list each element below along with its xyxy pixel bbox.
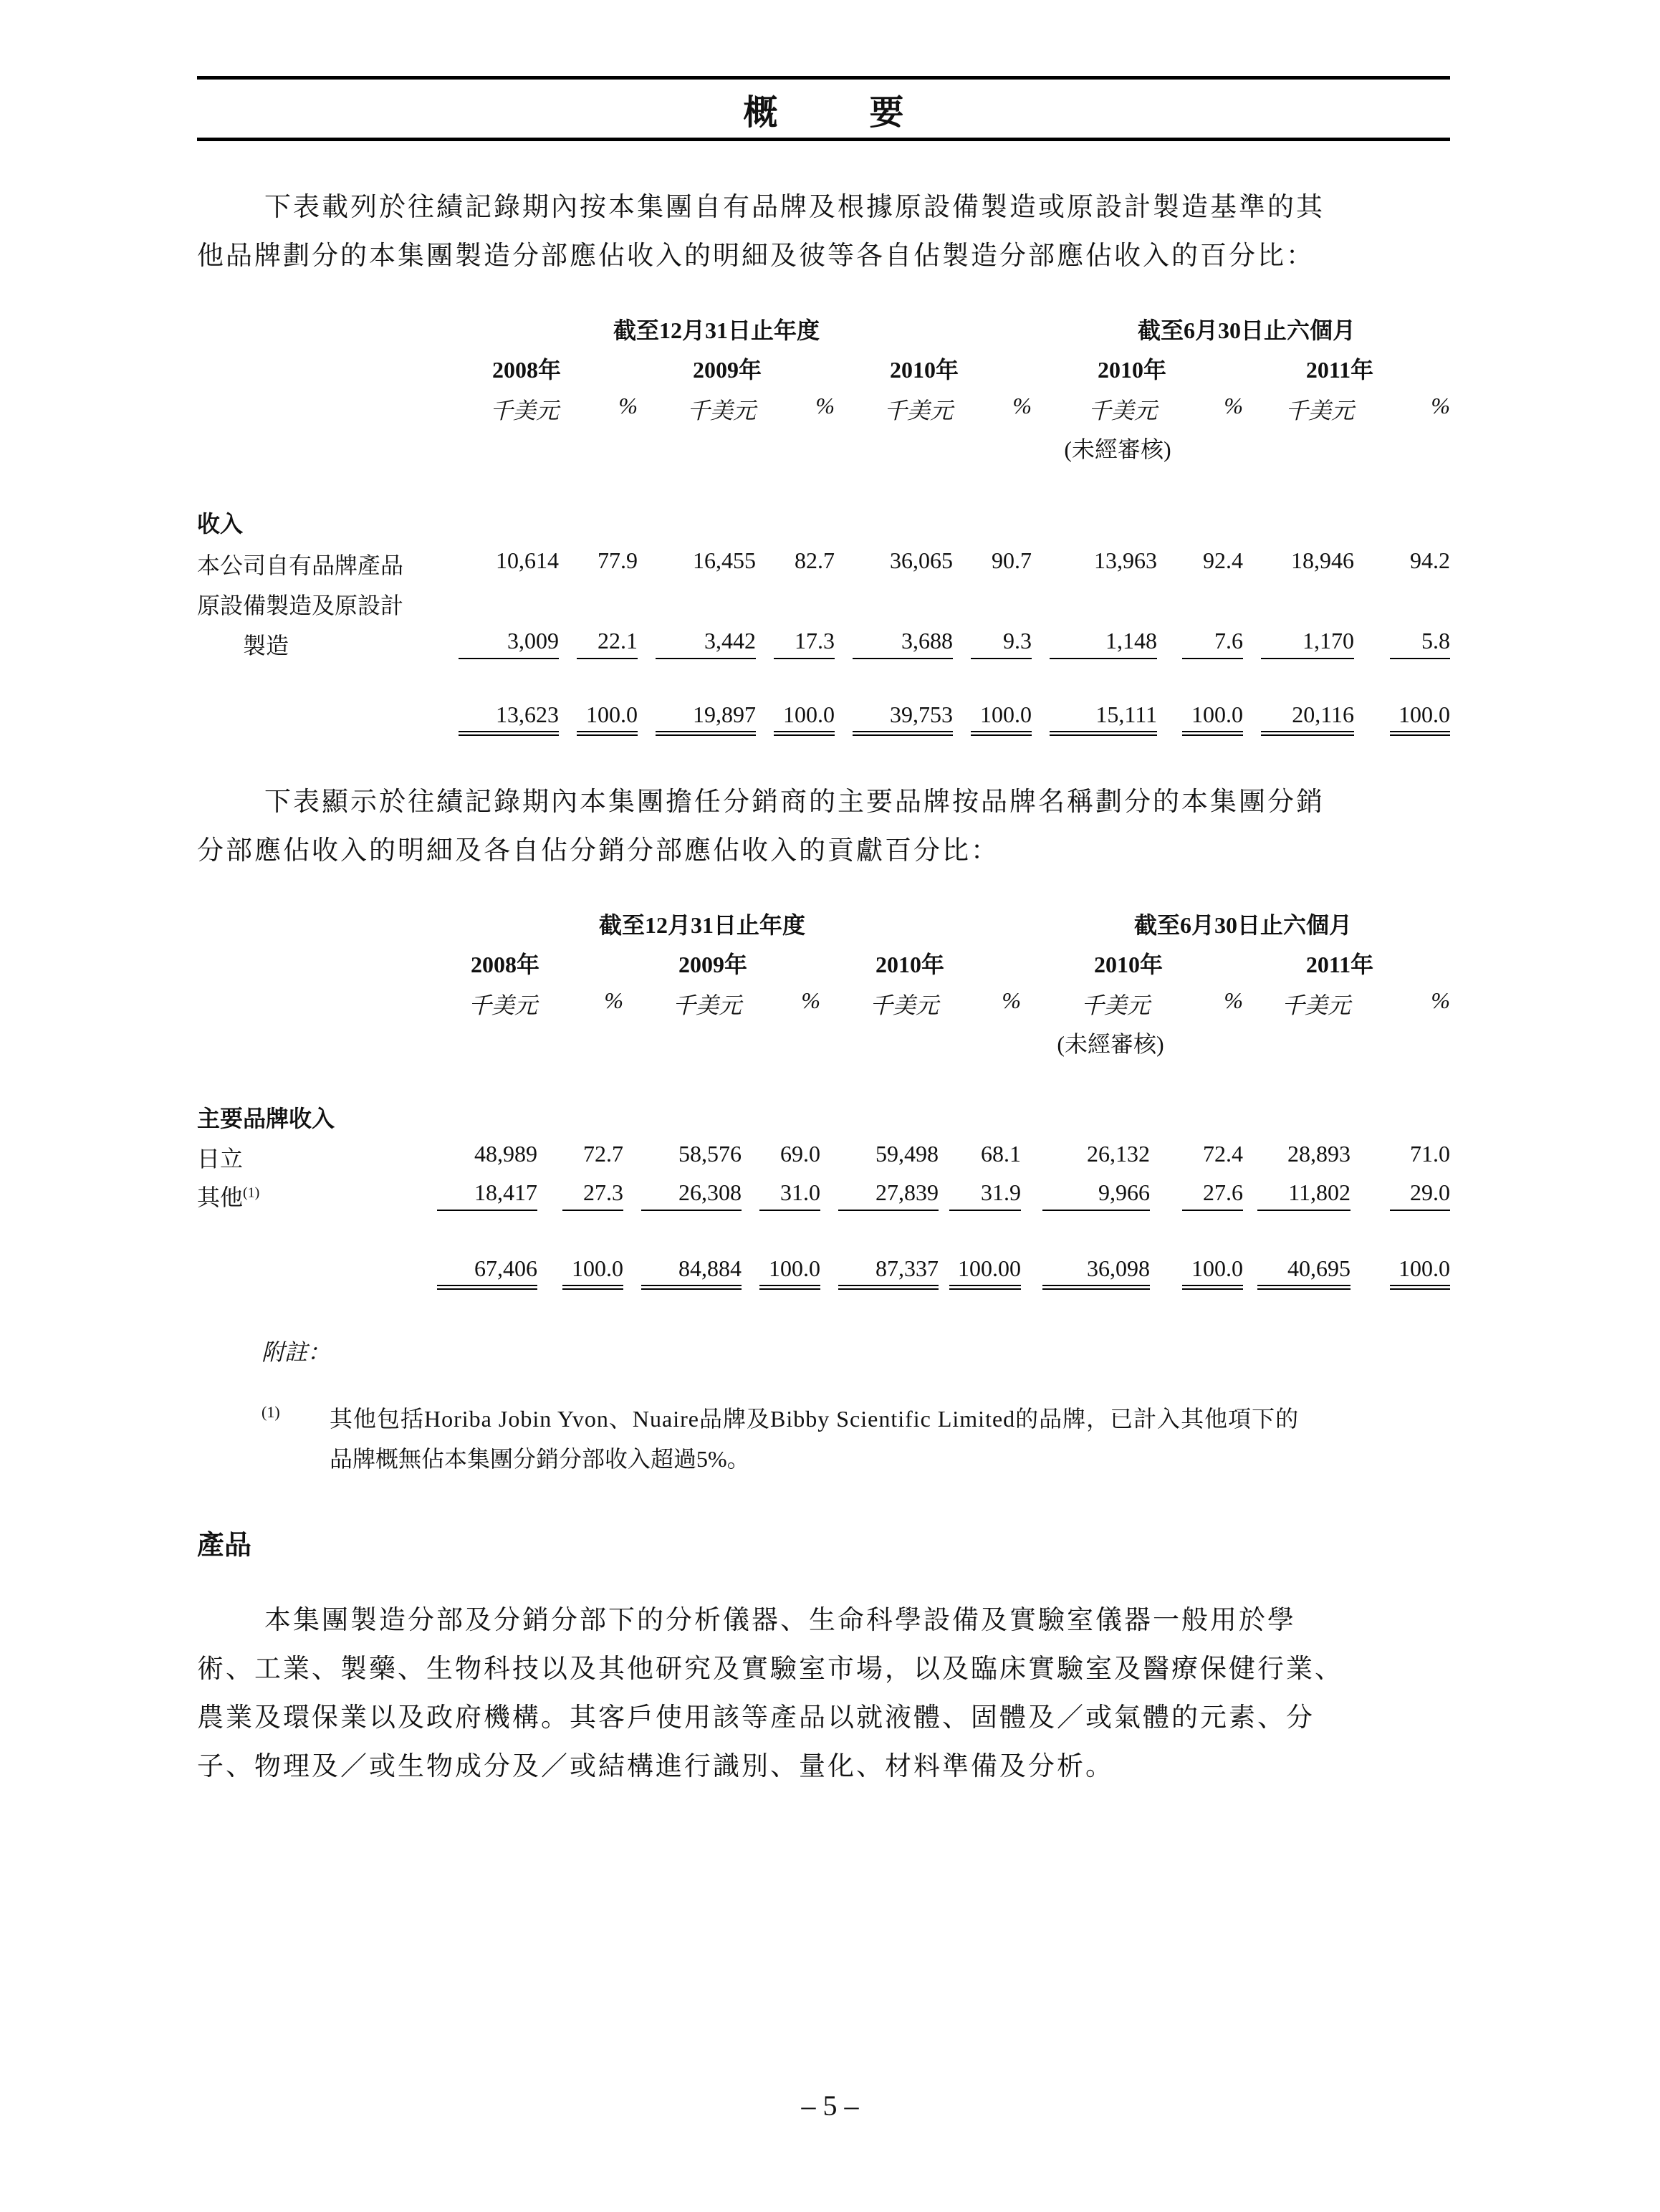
distribution-revenue-table bbox=[197, 907, 1450, 1308]
total-double-rule bbox=[1257, 1285, 1350, 1290]
unit-amount: 千美元 bbox=[869, 992, 939, 1018]
row-label-hitachi: 日立 bbox=[197, 1146, 244, 1172]
unit-amount: 千美元 bbox=[1285, 398, 1354, 423]
notes-label: 附註： bbox=[262, 1339, 331, 1365]
unit-percent: % bbox=[801, 987, 820, 1013]
row-label-oem-odm: 原設備製造及原設計 bbox=[197, 593, 404, 618]
total-percent: 100.0 bbox=[586, 702, 638, 727]
cell-percent: 27.6 bbox=[1203, 1179, 1243, 1205]
total-double-rule bbox=[1390, 1285, 1450, 1290]
subtotal-rule bbox=[641, 1210, 742, 1211]
unit-percent: % bbox=[1002, 987, 1021, 1013]
total-double-rule bbox=[949, 1285, 1021, 1290]
subtotal-rule bbox=[459, 658, 559, 659]
cell-amount: 48,989 bbox=[474, 1141, 537, 1167]
section-label-brand-revenue: 主要品牌收入 bbox=[197, 1106, 335, 1131]
cell-percent: 31.0 bbox=[780, 1179, 820, 1205]
cell-percent: 72.7 bbox=[583, 1141, 623, 1167]
cell-percent: 71.0 bbox=[1410, 1141, 1450, 1167]
total-amount: 13,623 bbox=[496, 702, 559, 727]
cell-percent: 29.0 bbox=[1410, 1179, 1450, 1205]
total-percent: 100.0 bbox=[1191, 1255, 1243, 1281]
section-label-revenue: 收入 bbox=[197, 511, 244, 537]
subtotal-rule bbox=[838, 1210, 939, 1211]
cell-percent: 7.6 bbox=[1214, 628, 1243, 653]
subtotal-rule bbox=[759, 1210, 820, 1211]
cell-amount: 58,576 bbox=[678, 1141, 742, 1167]
cell-amount: 59,498 bbox=[875, 1141, 939, 1167]
page-number: – 5 – bbox=[801, 2089, 859, 2122]
total-amount: 84,884 bbox=[678, 1255, 742, 1281]
cell-amount: 18,946 bbox=[1291, 547, 1354, 573]
row-label-others bbox=[197, 1179, 259, 1212]
unaudited-note: (未經審核) bbox=[1057, 1031, 1164, 1057]
total-double-rule bbox=[1050, 731, 1157, 736]
row-label-own-brand: 本公司自有品牌產品 bbox=[197, 552, 404, 578]
subtotal-rule bbox=[1050, 658, 1157, 659]
period-header-six-months: 截至6月30日止六個月 bbox=[1133, 912, 1352, 938]
cell-amount: 1,148 bbox=[1105, 628, 1157, 653]
unit-percent: % bbox=[1224, 393, 1243, 418]
unit-percent: % bbox=[1224, 987, 1243, 1013]
unit-amount: 千美元 bbox=[1281, 992, 1350, 1018]
cell-amount: 10,614 bbox=[496, 547, 559, 573]
total-amount: 20,116 bbox=[1292, 702, 1354, 727]
total-percent: 100.0 bbox=[1191, 702, 1243, 727]
year-header: 2009年 bbox=[678, 952, 747, 977]
total-amount: 39,753 bbox=[890, 702, 953, 727]
row-label-oem-odm-cont: 製造 bbox=[243, 633, 289, 659]
period-header-six-months: 截至6月30日止六個月 bbox=[1137, 317, 1356, 343]
note-line-1: 其他包括Horiba Jobin Yvon、Nuaire品牌及Bibby Scientific Limited的品牌，已計入其他項下的 bbox=[330, 1406, 1300, 1432]
intro-1-line-2: 他品牌劃分的本集團製造分部應佔收入的明細及彼等各自佔製造分部應佔收入的百分比： bbox=[197, 241, 1315, 271]
cell-percent: 82.7 bbox=[795, 547, 835, 573]
total-double-rule bbox=[838, 1285, 939, 1290]
unit-percent: % bbox=[618, 393, 638, 418]
cell-amount: 3,688 bbox=[901, 628, 953, 653]
total-double-rule bbox=[1261, 731, 1354, 736]
cell-percent: 77.9 bbox=[598, 547, 638, 573]
cell-percent: 90.7 bbox=[992, 547, 1032, 573]
note-marker: (1) bbox=[262, 1403, 280, 1421]
note-text bbox=[330, 1399, 1450, 1479]
cell-percent: 27.3 bbox=[583, 1179, 623, 1205]
page-title: 概 要 bbox=[743, 94, 933, 132]
unit-amount: 千美元 bbox=[672, 992, 742, 1018]
unit-amount: 千美元 bbox=[1088, 398, 1157, 423]
cell-amount: 13,963 bbox=[1094, 547, 1157, 573]
subtotal-rule bbox=[1390, 1210, 1450, 1211]
cell-amount: 16,455 bbox=[693, 547, 756, 573]
cell-amount: 3,009 bbox=[507, 628, 559, 653]
period-header-years: 截至12月31日止年度 bbox=[598, 912, 805, 938]
total-amount: 67,406 bbox=[474, 1255, 537, 1281]
intro-2-line-1: 下表顯示於往績記錄期內本集團擔任分銷商的主要品牌按品牌名稱劃分的本集團分銷 bbox=[264, 787, 1325, 817]
total-double-rule bbox=[577, 731, 638, 736]
unit-percent: % bbox=[815, 393, 835, 418]
total-double-rule bbox=[971, 731, 1032, 736]
cell-percent: 5.8 bbox=[1421, 628, 1450, 653]
section-heading-products: 產品 bbox=[197, 1531, 252, 1561]
total-amount: 36,098 bbox=[1087, 1255, 1150, 1281]
unit-percent: % bbox=[604, 987, 623, 1013]
subtotal-rule bbox=[1042, 1210, 1150, 1211]
total-amount: 15,111 bbox=[1095, 702, 1157, 727]
unit-percent: % bbox=[1012, 393, 1032, 418]
subtotal-rule bbox=[577, 658, 638, 659]
products-line-1: 本集團製造分部及分銷分部下的分析儀器、生命科學設備及實驗室儀器一般用於學 bbox=[264, 1606, 1296, 1635]
subtotal-rule bbox=[1390, 658, 1450, 659]
total-percent: 100.0 bbox=[980, 702, 1032, 727]
total-amount: 87,337 bbox=[875, 1255, 939, 1281]
total-double-rule bbox=[437, 1285, 537, 1290]
unit-amount: 千美元 bbox=[686, 398, 756, 423]
subtotal-rule bbox=[971, 658, 1032, 659]
year-header: 2010年 bbox=[1097, 357, 1166, 383]
cell-amount: 27,839 bbox=[875, 1179, 939, 1205]
products-line-2: 術、工業、製藥、生物科技以及其他研究及實驗室市場，以及臨床實驗室及醫療保健行業、 bbox=[197, 1655, 1343, 1684]
total-double-rule bbox=[562, 1285, 623, 1290]
total-percent: 100.0 bbox=[1398, 1255, 1450, 1281]
year-header: 2011年 bbox=[1305, 357, 1374, 383]
total-percent: 100.0 bbox=[769, 1255, 820, 1281]
subtotal-rule bbox=[949, 1210, 1021, 1211]
header-top-rule bbox=[197, 76, 1450, 80]
subtotal-rule bbox=[774, 658, 835, 659]
total-double-rule bbox=[1390, 731, 1450, 736]
cell-percent: 69.0 bbox=[780, 1141, 820, 1167]
unit-percent: % bbox=[1431, 987, 1450, 1013]
subtotal-rule bbox=[656, 658, 756, 659]
intro-2-line-2: 分部應佔收入的明細及各自佔分銷分部應佔收入的貢獻百分比： bbox=[197, 836, 999, 866]
subtotal-rule bbox=[437, 1210, 537, 1211]
year-header: 2010年 bbox=[875, 952, 944, 977]
cell-percent: 22.1 bbox=[598, 628, 638, 653]
total-double-rule bbox=[759, 1285, 820, 1290]
cell-amount: 11,802 bbox=[1288, 1179, 1350, 1205]
total-double-rule bbox=[1182, 1285, 1243, 1290]
total-percent: 100.0 bbox=[1398, 702, 1450, 727]
total-percent: 100.00 bbox=[958, 1255, 1021, 1281]
unit-percent: % bbox=[1431, 393, 1450, 418]
manufacturing-revenue-table bbox=[197, 312, 1450, 742]
year-header: 2008年 bbox=[491, 357, 561, 383]
total-amount: 40,695 bbox=[1287, 1255, 1350, 1281]
intro-paragraph-2 bbox=[197, 778, 1450, 876]
total-double-rule bbox=[774, 731, 835, 736]
total-double-rule bbox=[656, 731, 756, 736]
note-line-2: 品牌概無佔本集團分銷分部收入超過5%。 bbox=[330, 1446, 750, 1472]
others-label-text: 其他 bbox=[197, 1184, 244, 1210]
subtotal-rule bbox=[562, 1210, 623, 1211]
cell-percent: 31.9 bbox=[981, 1179, 1021, 1205]
cell-amount: 28,893 bbox=[1287, 1141, 1350, 1167]
subtotal-rule bbox=[1182, 1210, 1243, 1211]
year-header: 2010年 bbox=[1093, 952, 1163, 977]
products-line-3: 農業及環保業以及政府機構。其客戶使用該等產品以就液體、固體及／或氣體的元素、分 bbox=[197, 1703, 1315, 1733]
cell-amount: 3,442 bbox=[704, 628, 756, 653]
total-percent: 100.0 bbox=[572, 1255, 623, 1281]
header-bottom-rule bbox=[197, 138, 1450, 141]
year-header: 2009年 bbox=[692, 357, 762, 383]
cell-amount: 18,417 bbox=[474, 1179, 537, 1205]
year-header: 2010年 bbox=[889, 357, 959, 383]
products-paragraph bbox=[197, 1596, 1450, 1791]
subtotal-rule bbox=[1261, 658, 1354, 659]
intro-paragraph-1 bbox=[197, 183, 1450, 281]
unit-amount: 千美元 bbox=[468, 992, 537, 1018]
cell-amount: 26,308 bbox=[678, 1179, 742, 1205]
products-line-4: 子、物理及／或生物成分及／或結構進行識別、量化、材料準備及分析。 bbox=[197, 1752, 1114, 1781]
subtotal-rule bbox=[853, 658, 953, 659]
cell-percent: 72.4 bbox=[1203, 1141, 1243, 1167]
total-double-rule bbox=[459, 731, 559, 736]
cell-amount: 36,065 bbox=[890, 547, 953, 573]
cell-amount: 1,170 bbox=[1302, 628, 1354, 653]
unit-amount: 千美元 bbox=[489, 398, 559, 423]
unit-amount: 千美元 bbox=[883, 398, 953, 423]
cell-amount: 9,966 bbox=[1098, 1179, 1150, 1205]
unaudited-note: (未經審核) bbox=[1064, 436, 1171, 462]
cell-percent: 9.3 bbox=[1003, 628, 1032, 653]
cell-percent: 68.1 bbox=[981, 1141, 1021, 1167]
footnote-ref: (1) bbox=[243, 1184, 260, 1201]
cell-amount: 26,132 bbox=[1087, 1141, 1150, 1167]
unit-amount: 千美元 bbox=[1080, 992, 1150, 1018]
subtotal-rule bbox=[1257, 1210, 1350, 1211]
subtotal-rule bbox=[1182, 658, 1243, 659]
cell-percent: 92.4 bbox=[1203, 547, 1243, 573]
total-double-rule bbox=[1182, 731, 1243, 736]
total-percent: 100.0 bbox=[783, 702, 835, 727]
intro-1-line-1: 下表載列於往績記錄期內按本集團自有品牌及根據原設備製造或原設計製造基準的其 bbox=[264, 193, 1325, 222]
total-double-rule bbox=[641, 1285, 742, 1290]
total-amount: 19,897 bbox=[693, 702, 756, 727]
cell-percent: 17.3 bbox=[795, 628, 835, 653]
cell-percent: 94.2 bbox=[1410, 547, 1450, 573]
total-double-rule bbox=[1042, 1285, 1150, 1290]
year-header: 2011年 bbox=[1305, 952, 1374, 977]
period-header-years: 截至12月31日止年度 bbox=[613, 317, 820, 343]
total-double-rule bbox=[853, 731, 953, 736]
year-header: 2008年 bbox=[470, 952, 539, 977]
